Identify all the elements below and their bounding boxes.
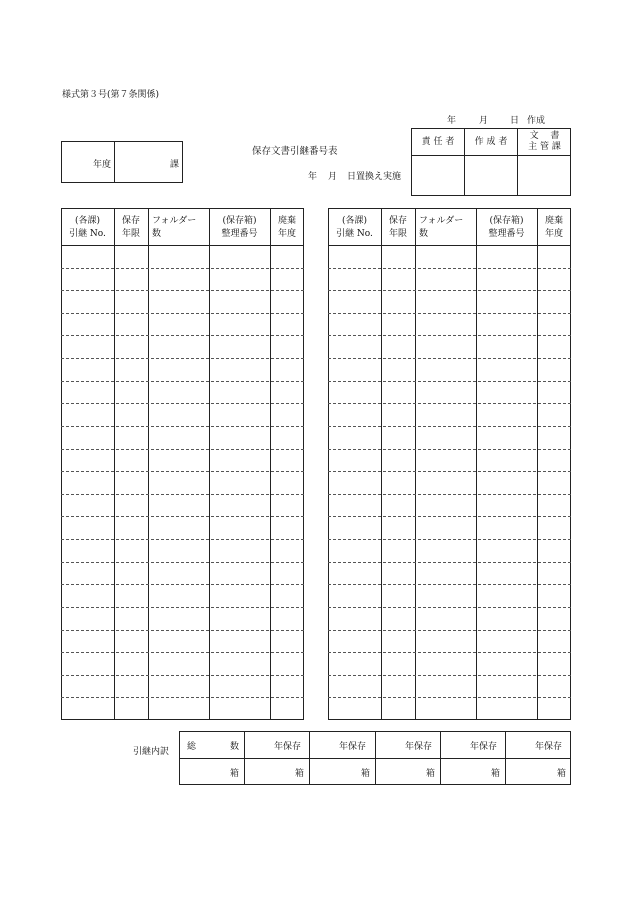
summary-retention-1: 年保存 xyxy=(274,742,302,752)
right-col1-header-1: (各課) xyxy=(341,216,368,226)
approval-doc-mgmt-line1: 文 書 xyxy=(529,131,560,141)
left-row-separator xyxy=(61,584,304,585)
summary-col-divider-5 xyxy=(505,731,506,785)
summary-col-divider-4 xyxy=(440,731,441,785)
right-col5-header-2: 年度 xyxy=(544,229,563,239)
summary-box-unit-4: 箱 xyxy=(426,769,436,779)
right-row-separator xyxy=(328,494,571,495)
replacement-text: 日置換え実施 xyxy=(347,172,402,182)
left-row-separator xyxy=(61,539,304,540)
right-col2-header-2: 年限 xyxy=(388,229,407,239)
right-row-separator xyxy=(328,449,571,450)
right-row-separator xyxy=(328,403,571,404)
date-day-label: 日 xyxy=(510,116,520,126)
date-created-label: 作成 xyxy=(527,116,546,126)
right-col-divider-3 xyxy=(476,208,477,720)
left-row-separator xyxy=(61,516,304,517)
left-row-separator xyxy=(61,426,304,427)
right-col3-header-2: 数 xyxy=(419,229,429,239)
summary-retention-2: 年保存 xyxy=(339,742,367,752)
replacement-month: 月 xyxy=(328,172,338,182)
right-row-separator xyxy=(328,381,571,382)
summary-total-2: 数 xyxy=(230,742,240,752)
right-row-separator xyxy=(328,562,571,563)
right-col2-header-1: 保存 xyxy=(388,216,407,226)
summary-box-unit-2: 箱 xyxy=(295,769,305,779)
left-row-separator xyxy=(61,494,304,495)
left-row-separator xyxy=(61,403,304,404)
left-col1-header-2: 引継 No. xyxy=(69,229,106,239)
left-row-separator xyxy=(61,313,304,314)
register-table-left xyxy=(61,208,304,720)
left-row-separator xyxy=(61,290,304,291)
approval-responsible-label: 責 任 者 xyxy=(421,137,455,147)
form-number: 様式第３号(第７条関係) xyxy=(62,90,160,100)
right-col4-header-2: 整理番号 xyxy=(488,229,525,239)
right-col-divider-4 xyxy=(537,208,538,720)
register-table-right xyxy=(328,208,571,720)
right-row-separator xyxy=(328,630,571,631)
right-row-separator xyxy=(328,584,571,585)
summary-retention-3: 年保存 xyxy=(405,742,433,752)
document-title: 保存文書引継番号表 xyxy=(252,146,338,157)
right-row-separator xyxy=(328,358,571,359)
summary-box-unit-3: 箱 xyxy=(361,769,371,779)
right-col3-header-1: フォルダー xyxy=(419,216,464,226)
approval-header-divider xyxy=(411,155,571,156)
summary-col-divider-2 xyxy=(309,731,310,785)
left-col-divider-2 xyxy=(148,208,149,720)
left-row-separator xyxy=(61,562,304,563)
department-section-label: 課 xyxy=(170,160,180,170)
right-row-separator xyxy=(328,290,571,291)
right-row-separator xyxy=(328,335,571,336)
left-col2-header-2: 年限 xyxy=(121,229,140,239)
left-col3-header-2: 数 xyxy=(152,229,162,239)
right-col-divider-2 xyxy=(415,208,416,720)
summary-box-unit-1: 箱 xyxy=(230,769,240,779)
left-row-separator xyxy=(61,652,304,653)
approval-preparer-label: 作 成 者 xyxy=(474,137,508,147)
right-row-separator xyxy=(328,516,571,517)
right-row-separator xyxy=(328,697,571,698)
right-col4-header-1: (保存箱) xyxy=(489,216,524,226)
left-row-separator xyxy=(61,335,304,336)
summary-retention-4: 年保存 xyxy=(470,742,498,752)
left-col4-header-1: (保存箱) xyxy=(222,216,257,226)
left-col-divider-1 xyxy=(114,208,115,720)
department-box xyxy=(61,141,183,183)
summary-box-unit-5: 箱 xyxy=(491,769,501,779)
right-col5-header-1: 廃棄 xyxy=(544,216,563,226)
right-row-separator xyxy=(328,675,571,676)
left-row-separator xyxy=(61,675,304,676)
right-col1-header-2: 引継 No. xyxy=(336,229,373,239)
left-row-separator xyxy=(61,449,304,450)
right-row-separator xyxy=(328,607,571,608)
left-col2-header-1: 保存 xyxy=(121,216,140,226)
right-col-divider-1 xyxy=(381,208,382,720)
left-col-divider-4 xyxy=(270,208,271,720)
approval-doc-mgmt-line2: 主 管 課 xyxy=(528,142,561,152)
summary-total-1: 総 xyxy=(187,742,197,752)
left-col-divider-3 xyxy=(209,208,210,720)
summary-col-divider-1 xyxy=(244,731,245,785)
department-year-label: 年度 xyxy=(93,160,112,170)
left-row-separator xyxy=(61,697,304,698)
replacement-year: 年 xyxy=(308,172,318,182)
left-col3-header-1: フォルダー xyxy=(152,216,197,226)
summary-col-divider-3 xyxy=(375,731,376,785)
left-row-separator xyxy=(61,607,304,608)
department-divider xyxy=(114,141,115,183)
right-row-separator xyxy=(328,313,571,314)
left-col5-header-1: 廃棄 xyxy=(277,216,296,226)
right-row-separator xyxy=(328,652,571,653)
right-row-separator xyxy=(328,268,571,269)
right-row-separator xyxy=(328,426,571,427)
summary-box-unit-6: 箱 xyxy=(557,769,567,779)
left-row-separator xyxy=(61,381,304,382)
left-header-divider xyxy=(61,245,304,246)
summary-label: 引継内訳 xyxy=(133,747,170,757)
left-col4-header-2: 整理番号 xyxy=(221,229,258,239)
summary-retention-5: 年保存 xyxy=(535,742,563,752)
right-header-divider xyxy=(328,245,571,246)
left-col1-header-1: (各課) xyxy=(74,216,101,226)
left-col5-header-2: 年度 xyxy=(277,229,296,239)
date-month-label: 月 xyxy=(479,116,489,126)
left-row-separator xyxy=(61,471,304,472)
left-row-separator xyxy=(61,268,304,269)
left-row-separator xyxy=(61,358,304,359)
right-row-separator xyxy=(328,539,571,540)
date-year-label: 年 xyxy=(447,116,457,126)
left-row-separator xyxy=(61,630,304,631)
right-row-separator xyxy=(328,471,571,472)
